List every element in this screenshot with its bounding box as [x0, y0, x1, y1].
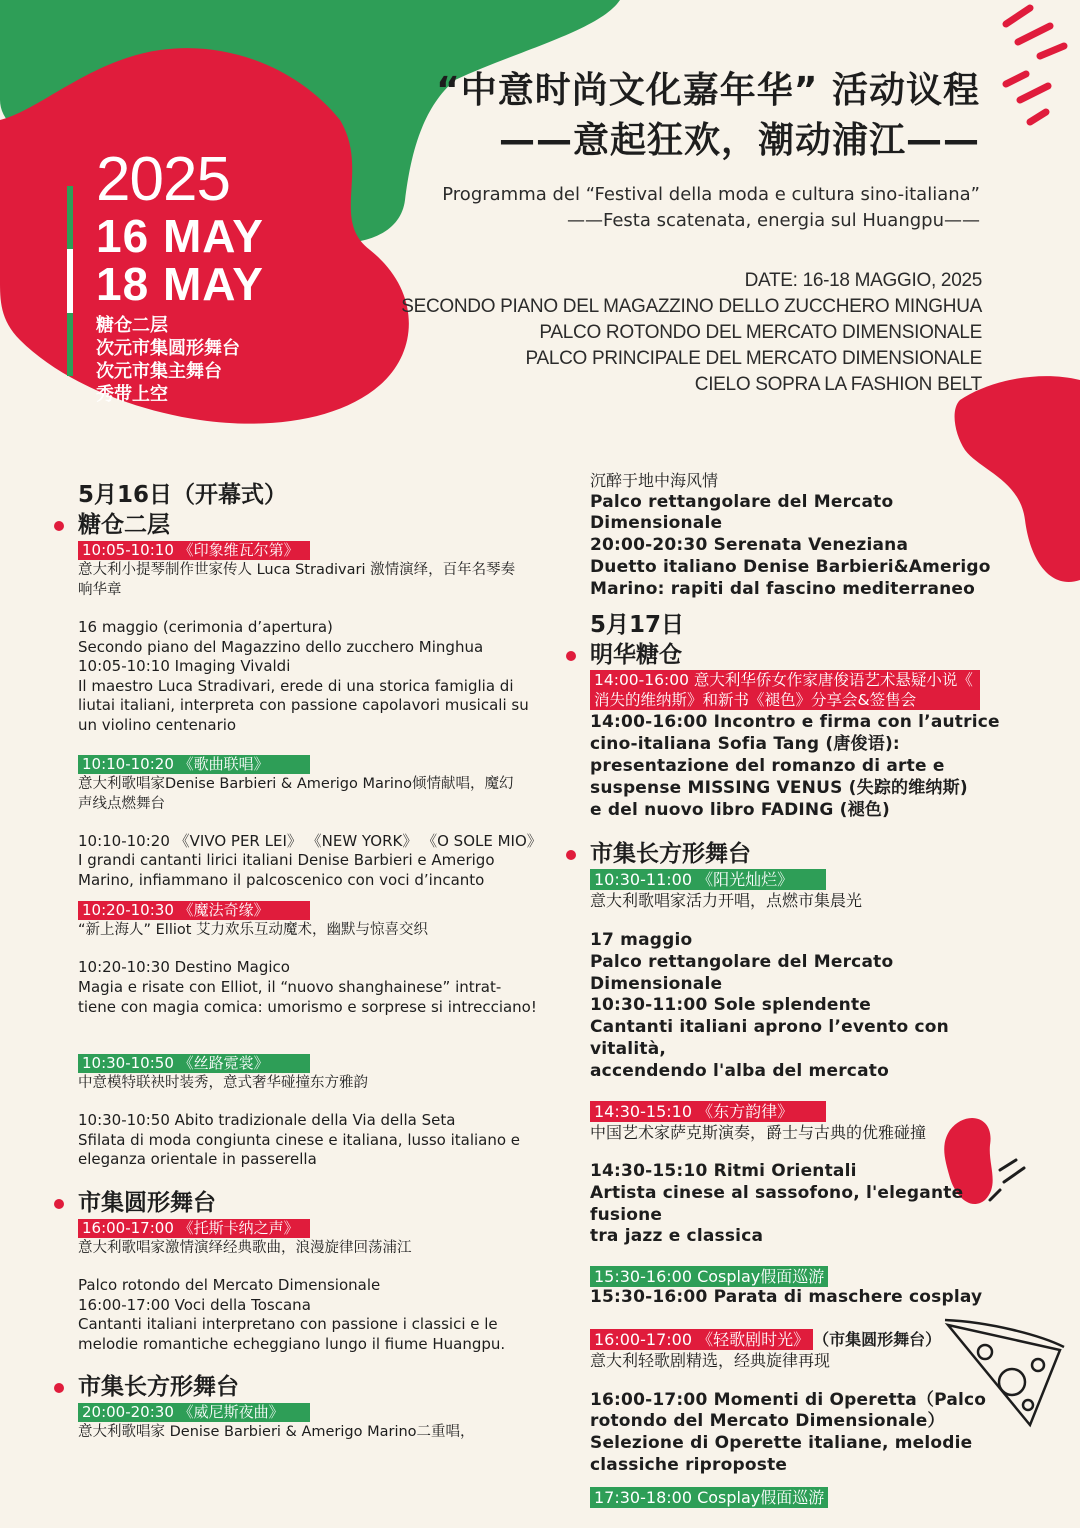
page-subtitle-cn: ——意起狂欢，潮动浦江—— — [498, 120, 980, 161]
stage-label: 市集长方形舞台 — [590, 841, 751, 868]
event-desc-it: 16 maggio (cerimonia d’apertura) — [78, 618, 333, 636]
event-desc-it: suspense MISSING VENUS (失踪的维纳斯) — [590, 777, 968, 798]
event-desc-it: eleganza orientale in passerella — [78, 1150, 317, 1169]
event-desc-it: Secondo piano del Magazzino dello zucchero Minghua — [78, 637, 484, 656]
event-desc-it: Duetto italiano Denise Barbieri&Amerigo — [590, 556, 991, 577]
schedule-left-column — [78, 480, 568, 1442]
day-heading-may17: 5月17日 — [590, 612, 685, 639]
event-desc-it: 10:20-10:30 Destino Magico — [78, 958, 290, 977]
stage-heading — [78, 510, 568, 540]
subtitle-it-2: ——Festa scatenata, energia sul Huangpu—— — [566, 210, 980, 231]
event-desc-it: Cantanti italiani interpretano con passione i classici e le — [78, 1315, 498, 1334]
event-desc-it: cino-italiana Sofia Tang (唐俊语): — [590, 734, 900, 755]
event-desc-it: 16:00-17:00 Momenti di Operetta（Palco — [590, 1389, 987, 1410]
venue-cn-4: 秀带上空 — [96, 384, 168, 405]
info-venue-4: CIELO SOPRA LA FASHION BELT — [694, 374, 982, 395]
info-venue-2: PALCO ROTONDO DEL MERCATO DIMENSIONALE — [539, 322, 982, 343]
event-desc-it: Magia e risate con Elliot, il “nuovo shanghainese” intrat- — [78, 977, 502, 996]
event-desc-it: classiche riproposte — [590, 1454, 788, 1475]
event-desc-it: melodie romantiche echeggiano lungo il fiume Huangpu. — [78, 1334, 506, 1353]
event-desc-it: liutai italiani, interpreta con passione capolavori musicali su — [78, 696, 529, 715]
red-dashes-decoration — [1006, 8, 1064, 122]
event-time-tag: 10:30-11:00 《阳光灿烂》 — [590, 869, 826, 890]
venue-cn-2: 次元市集圆形舞台 — [96, 338, 240, 359]
event-desc-it: 14:00-16:00 Incontro e firma con l’autrice — [590, 712, 1000, 733]
event-desc-cn: “新上海人” Elliot 艾力欢乐互动魔术，幽默与惊喜交织 — [78, 922, 429, 939]
event-desc-cn: 意大利歌唱家激情演绎经典歌曲，浪漫旋律回荡浦江 — [78, 1239, 412, 1256]
event-tag-line: 14:00-16:00 意大利华侨女作家唐俊语艺术悬疑小说《 — [594, 671, 973, 690]
venue-cn-3: 次元市集主舞台 — [96, 361, 222, 382]
event-desc-it: Palco rotondo del Mercato Dimensionale — [78, 1275, 381, 1294]
event-desc-it: I grandi cantanti lirici italiani Denise Barbieri e Amerigo — [78, 851, 495, 870]
italian-flag-bar — [67, 186, 73, 376]
date-block — [96, 145, 264, 406]
event-desc-cn: 意大利轻歌剧精选，经典旋律再现 — [590, 1351, 831, 1371]
stage-heading — [78, 1372, 568, 1402]
stage-heading — [590, 640, 1010, 670]
stage-label: 糖仓二层 — [78, 512, 170, 538]
event-time-tag-multiline — [590, 670, 980, 710]
event-desc-it: 20:00-20:30 Serenata Veneziana — [590, 535, 909, 556]
event-desc-it: 10:30-10:50 Abito tradizionale della Via della Seta — [78, 1111, 456, 1130]
event-desc-it: 10:10-10:20 《VIVO PER LEI》 《NEW YORK》 《O SOLE MIO》 — [78, 831, 542, 850]
event-desc-cn: 意大利歌唱家 Denise Barbieri & Amerigo Marino二重唱， — [78, 1424, 475, 1441]
event-desc-it: 10:30-11:00 Sole splendente — [590, 995, 872, 1016]
stage-label: 市集长方形舞台 — [78, 1374, 239, 1401]
event-desc-cn: 意大利歌唱家活力开唱，点燃市集晨光 — [590, 891, 863, 911]
event-time-tag: 10:30-10:50 《丝路霓裳》 — [78, 1054, 310, 1073]
stage-heading — [78, 1188, 568, 1218]
event-desc-it: tra jazz e classica — [590, 1226, 764, 1247]
event-time-tag: 10:05-10:10 《印象维瓦尔第》 — [78, 541, 310, 560]
date-end: 18 MAY — [96, 258, 264, 310]
event-desc-it: 14:30-15:10 Ritmi Orientali — [590, 1161, 857, 1182]
event-desc-it: Il maestro Luca Stradivari, erede di una storica famiglia di — [78, 676, 514, 695]
year: 2025 — [96, 145, 230, 214]
event-desc-it: un violino centenario — [78, 715, 237, 734]
event-desc-it: 15:30-16:00 Parata di maschere cosplay — [590, 1287, 983, 1308]
info-venue-1: SECONDO PIANO DEL MAGAZZINO DELLO ZUCCHERO MINGHUA — [401, 296, 982, 317]
bullet-dot — [54, 521, 64, 531]
page-title: “中意时尚文化嘉年华” 活动议程 — [436, 70, 980, 111]
event-time-tag: 10:10-10:20 《歌曲联唱》 — [78, 755, 310, 774]
event-time-tag: 16:00-17:00 《托斯卡纳之声》 — [78, 1219, 310, 1238]
event-desc-it: Marino, infiammano il palcoscenico con voci d’incanto — [78, 870, 485, 889]
venue-cn-1: 糖仓二层 — [96, 315, 168, 336]
event-desc-it: 16:00-17:00 Voci della Toscana — [78, 1295, 311, 1314]
bullet-dot — [54, 1199, 64, 1209]
event-desc-it: 17 maggio — [590, 929, 693, 950]
event-desc-it: Artista cinese al sassofono, l'elegante fusione — [590, 1182, 964, 1225]
event-desc-it: Cantanti italiani aprono l’evento con vitalità, — [590, 1017, 949, 1059]
info-date: DATE: 16-18 MAGGIO, 2025 — [744, 270, 982, 291]
event-desc-it: e del nuovo libro FADING (褪色) — [590, 799, 890, 820]
stage-label: 明华糖仓 — [590, 642, 682, 669]
event-desc-cn: 中国艺术家萨克斯演奏，爵士与古典的优雅碰撞 — [590, 1122, 927, 1142]
event-desc-it: tiene con magia comica: umorismo e sorprese si intrecciano! — [78, 997, 537, 1016]
schedule-right-column — [590, 470, 1010, 1508]
event-time-tag: 10:20-10:30 《魔法奇缘》 — [78, 901, 310, 920]
event-desc-cn: 响华章 — [78, 582, 122, 598]
event-desc-cn: 沉醉于地中海风情 — [590, 471, 719, 490]
event-desc-it: Marino: rapiti dal fascino mediterraneo — [590, 578, 976, 599]
event-desc-cn: 意大利小提琴制作世家传人 Luca Stradivari 激情演绎，百年名琴奏 — [78, 562, 516, 578]
event-desc-it: Selezione di Operette italiane, melodie — [590, 1433, 973, 1454]
event-desc-it: Palco rettangolare del Mercato Dimensionale — [590, 951, 894, 994]
event-time-tag: 20:00-20:30 《威尼斯夜曲》 — [78, 1403, 310, 1422]
day-heading-may16: 5月16日（开幕式） — [78, 482, 288, 508]
event-time-tag: 16:00-17:00 《轻歌剧时光》 — [590, 1329, 813, 1350]
event-desc-it: Sfilata di moda congiunta cinese e italiana, lusso italiano e — [78, 1130, 521, 1149]
event-desc-it: accendendo l'alba del mercato — [590, 1060, 889, 1081]
event-desc-it: presentazione del romanzo di arte e — [590, 756, 945, 777]
event-desc-cn: 声线点燃舞台 — [78, 795, 165, 812]
stage-heading — [590, 839, 1010, 869]
event-desc-it: rotondo del Mercato Dimensionale） — [590, 1411, 945, 1432]
event-time-tag: 15:30-16:00 Cosplay假面巡游 — [590, 1266, 828, 1287]
event-desc-it: 10:05-10:10 Imaging Vivaldi — [78, 657, 291, 676]
subtitle-it-1: Programma del “Festival della moda e cultura sino-italiana” — [442, 184, 980, 205]
event-desc-cn: 中意模特联袂时装秀，意式奢华碰撞东方雅韵 — [78, 1075, 368, 1092]
stage-label: 市集圆形舞台 — [78, 1189, 216, 1216]
event-stage-note: （市集圆形舞台） — [813, 1330, 942, 1350]
event-tag-line: 消失的维纳斯》和新书《褪色》分享会&签售会 — [594, 691, 917, 710]
event-time-tag: 14:30-15:10 《东方韵律》 — [590, 1101, 826, 1122]
date-start: 16 MAY — [96, 210, 264, 262]
event-time-tag: 17:30-18:00 Cosplay假面巡游 — [590, 1487, 828, 1508]
event-desc-cn: 意大利歌唱家Denise Barbieri & Amerigo Marino倾情献唱，魔幻 — [78, 775, 514, 792]
event-desc-it: Palco rettangolare del Mercato Dimensionale — [590, 491, 894, 534]
info-venue-3: PALCO PRINCIPALE DEL MERCATO DIMENSIONALE — [525, 348, 982, 369]
